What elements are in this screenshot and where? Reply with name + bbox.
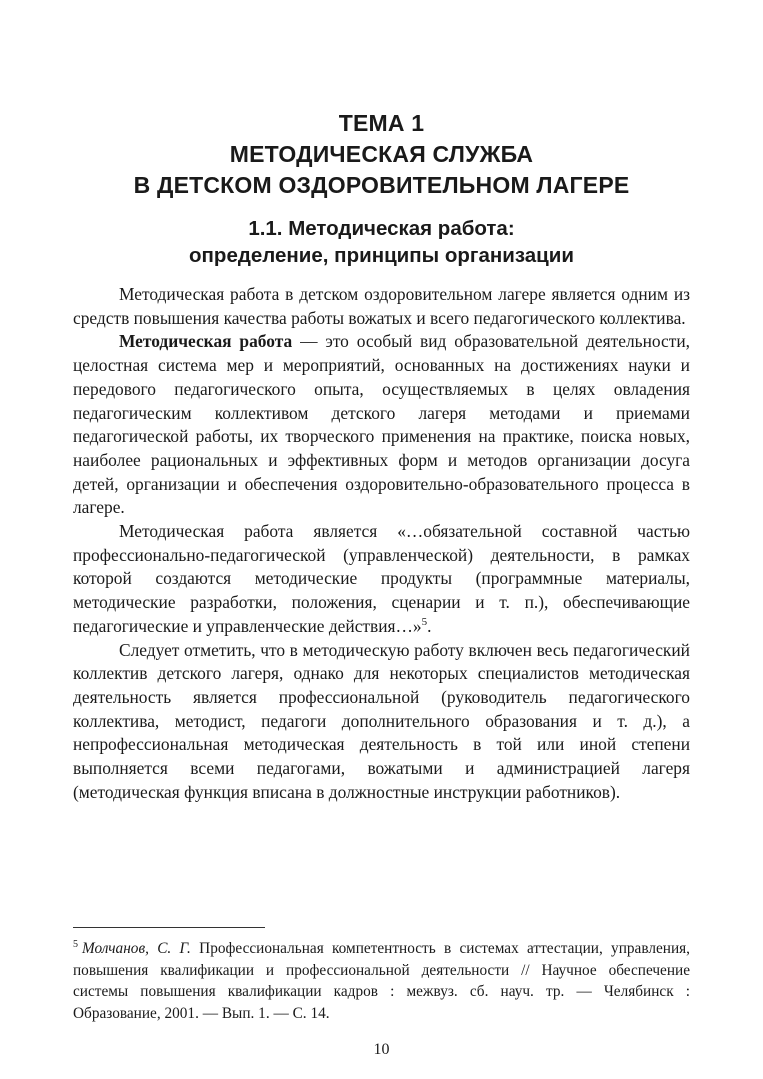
chapter-title-line: В ДЕТСКОМ ОЗДОРОВИТЕЛЬНОМ ЛАГЕРЕ [133,172,630,198]
footnote-text: Профессиональная компетентность в системах аттестации, управления, повышения квалификации и профессиональной деятельности // Научное обеспечение системы повышения квалификации кадров : межвуз. сб. науч. тр. — Челябинск : Образование, 2001. — Вып. 1. — С. 14. [73,940,690,1023]
paragraph-end: . [427,615,432,636]
page-number: 10 [373,1041,390,1058]
paragraph-text: Методическая работа является «…обязательной составной частью профессионально-педагогической (управленческой) деятельности, в рамках которой создаются методические продукты (программные материалы, методические разработки, положения, сценарии и т. п.), обеспечивающие педагогические и управленческие действия…» [73,521,690,636]
paragraph [73,330,690,520]
footnote-author: Молчанов, С. Г. [82,940,191,957]
paragraph-text: — это особый вид образовательной деятельности, целостная система мер и мероприятий, основанных на достижениях науки и передового педагогического опыта, осуществляемых в целях овладения педагогическим коллективом детского лагеря методами и приемами педагогической работы, их творческого применения на практике, поиска новых, наиболее рациональных и эффективных форм и методов организации досуга детей, организации и обеспечения оздоровительно-образовательного процесса в лагере. [73,331,690,518]
footnote [73,938,690,1025]
paragraph: Следует отметить, что в методическую работу включен весь педагогический коллектив детского лагеря, однако для некоторых специалистов методическая деятельность является профессиональной (руководитель педагогического коллектива, методист, педагоги дополнительного образования и т. д.), а непрофессиональная методическая деятельность в той или иной степени выполняется всеми педагогами, вожатыми и администрацией лагеря (методическая функция вписана в должностные инструкции работников). [73,639,690,802]
heading-block [70,108,693,269]
defined-term: Методическая работа [119,331,293,352]
footnote-reference[interactable]: 5 [421,616,428,629]
chapter-title-line: ТЕМА 1 [338,110,425,136]
chapter-title [70,108,693,201]
chapter-title-line: МЕТОДИЧЕСКАЯ СЛУЖБА [229,141,534,167]
paragraph: Методическая работа в детском оздоровительном лагере является одним из средств повышения качества работы вожатых и всего педагогического коллектива. [73,284,690,328]
footnote-separator [73,927,265,928]
paragraph [73,520,690,639]
section-title-line: определение, принципы организации [189,244,574,267]
body-text [73,283,690,804]
section-title-line: 1.1. Методическая работа: [248,217,515,240]
section-title [70,215,693,269]
footnote-mark: 5 [73,938,78,950]
